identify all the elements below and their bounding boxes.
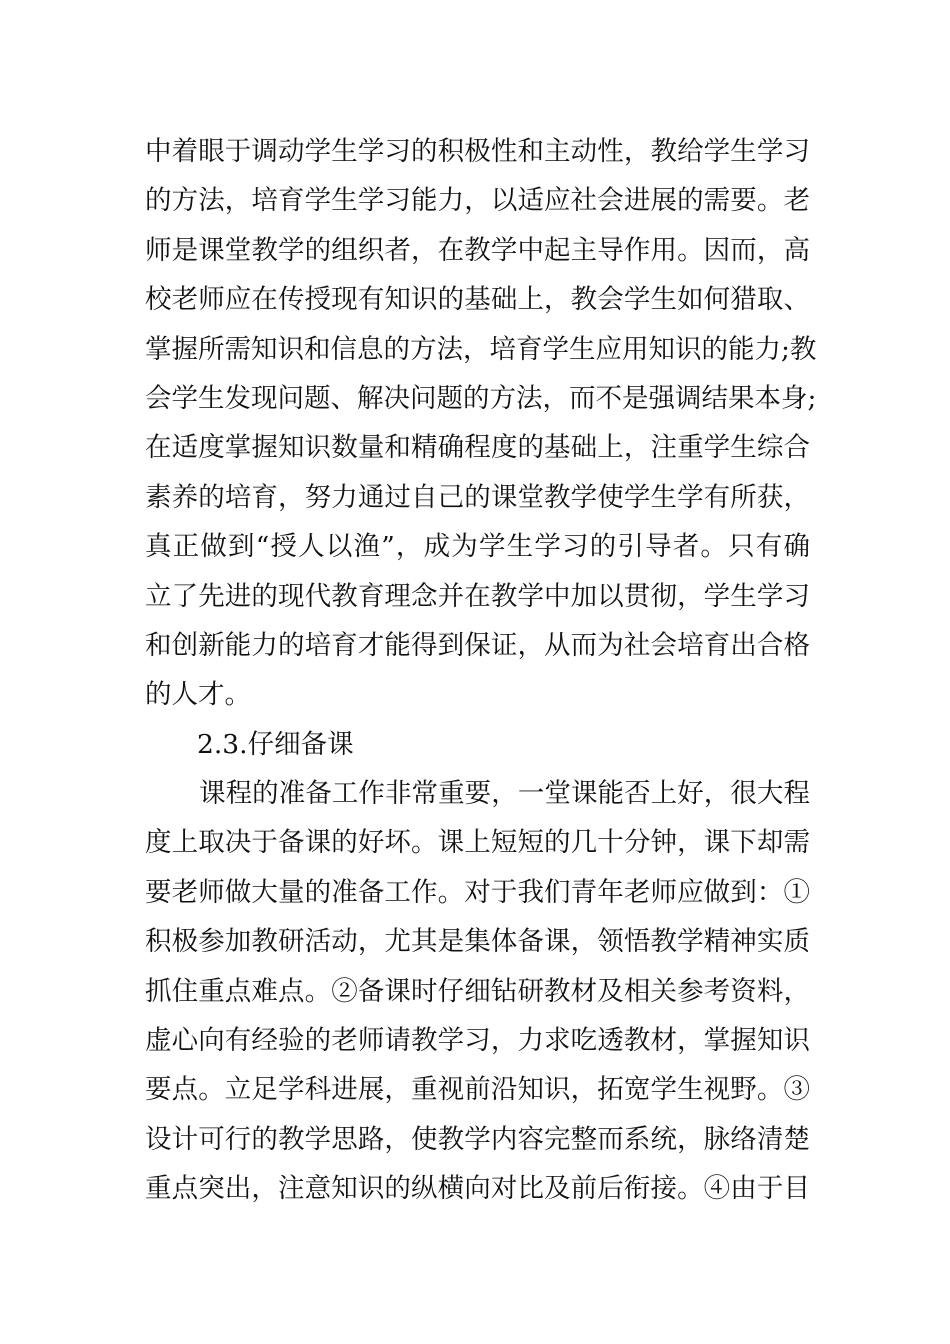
text-line: 在适度掌握知识数量和精确程度的基础上，注重学生综合 bbox=[145, 432, 810, 464]
text-line: 会学生发现问题、解决问题的方法，而不是强调结果本身; bbox=[145, 382, 817, 414]
text-line: 和创新能力的培育才能得到保证，从而为社会培育出合格 bbox=[145, 629, 810, 661]
text-line-last: 的人才。 bbox=[145, 679, 251, 711]
text-line: 中着眼于调动学生学习的积极性和主动性，教给学生学习 bbox=[145, 136, 810, 167]
text-line: 重点突出，注意知识的纵横向对比及前后衔接。④由于目 bbox=[145, 1173, 810, 1205]
text-line: 积极参加教研活动，尤其是集体备课，领悟教学精神实质 bbox=[145, 926, 810, 958]
paragraph-lesson-preparation bbox=[145, 769, 810, 1214]
text-line: 校老师应在传授现有知识的基础上，教会学生如何猎取、 bbox=[145, 284, 810, 316]
text-line: 真正做到“授人以渔”，成为学生学习的引导者。只有确 bbox=[145, 531, 810, 563]
paragraph-teaching-philosophy bbox=[145, 127, 817, 720]
text-line: 的方法，培育学生学习能力，以适应社会进展的需要。老 bbox=[145, 185, 810, 217]
body-text bbox=[145, 127, 817, 1214]
section-heading: 2.3.仔细备课 bbox=[197, 728, 354, 760]
text-line: 要老师做大量的准备工作。对于我们青年老师应做到：① bbox=[145, 876, 810, 908]
text-line-first: 课程的准备工作非常重要，一堂课能否上好，很大程 bbox=[199, 778, 810, 810]
text-line: 抓住重点难点。②备课时仔细钻研教材及相关参考资料， bbox=[145, 975, 810, 1007]
text-line: 师是课堂教学的组织者，在教学中起主导作用。因而，高 bbox=[145, 234, 810, 266]
text-line: 虚心向有经验的老师请教学习，力求吃透教材，掌握知识 bbox=[145, 1025, 810, 1057]
text-line: 要点。立足学科进展，重视前沿知识，拓宽学生视野。③ bbox=[145, 1074, 810, 1106]
text-line: 立了先进的现代教育理念并在教学中加以贯彻，学生学习 bbox=[145, 580, 810, 612]
text-line: 度上取决于备课的好坏。课上短短的几十分钟，课下却需 bbox=[145, 827, 810, 859]
text-line: 素养的培育，努力通过自己的课堂教学使学生学有所获， bbox=[145, 481, 810, 513]
text-line: 掌握所需知识和信息的方法，培育学生应用知识的能力;教 bbox=[145, 333, 817, 365]
text-line: 设计可行的教学思路，使教学内容完整而系统，脉络清楚 bbox=[145, 1123, 810, 1155]
